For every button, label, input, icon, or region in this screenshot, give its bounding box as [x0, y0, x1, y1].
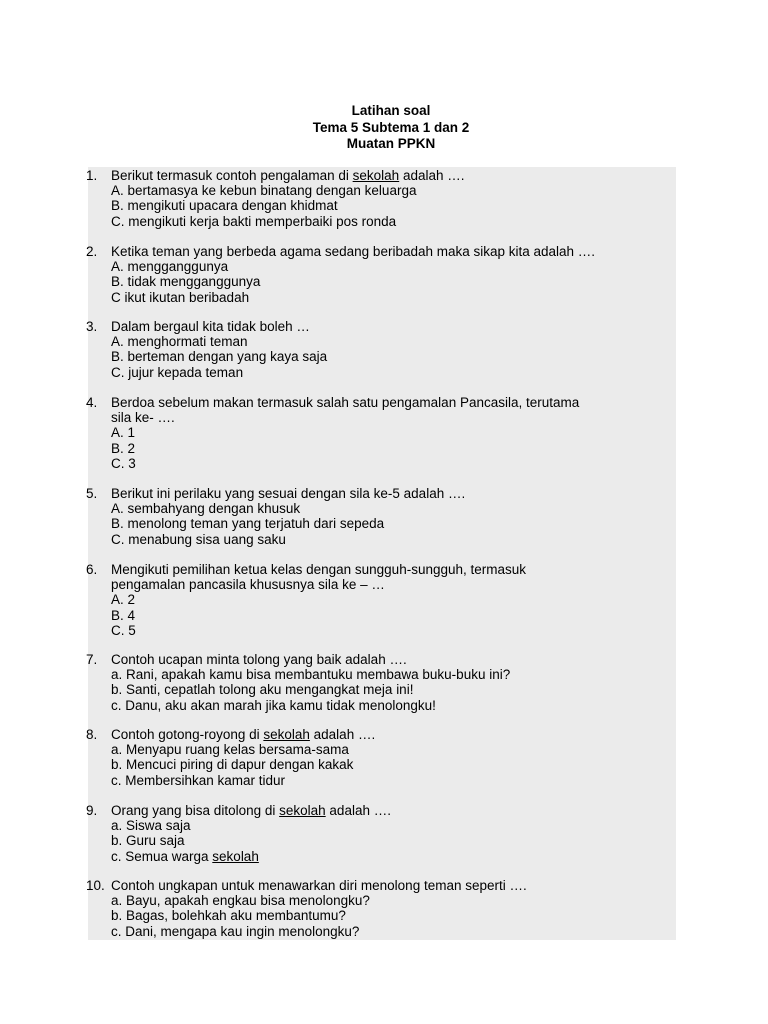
question-text: Contoh ucapan minta tolong yang baik adalah …. [111, 652, 407, 667]
question-1 [86, 168, 676, 229]
underlined-word: sekolah [263, 727, 310, 742]
option-b: B. mengikuti upacara dengan khidmat [111, 198, 338, 214]
question-8 [86, 727, 676, 788]
question-4 [86, 395, 676, 471]
question-number: 6. [86, 562, 98, 577]
question-text: Mengikuti pemilihan ketua kelas dengan sungguh-sungguh, termasuk [111, 562, 527, 577]
option-c: c. Dani, mengapa kau ingin menolongku? [111, 923, 360, 939]
option-c: C. 3 [111, 455, 136, 471]
option-a: A. 1 [111, 425, 136, 441]
question-text: Contoh gotong-royong di sekolah adalah …. [111, 727, 376, 742]
option-b: B. 4 [111, 607, 136, 623]
option-a: A. 2 [111, 592, 136, 608]
option-b: b. Bagas, bolehkah aku membantumu? [111, 908, 346, 924]
option-b: b. Mencuci piring di dapur dengan kakak [111, 757, 354, 773]
option-b: B. 2 [111, 440, 136, 456]
option-c: C. mengikuti kerja bakti memperbaiki pos ronda [111, 213, 397, 229]
option-b: b. Santi, cepatlah tolong aku mengangkat meja ini! [111, 682, 414, 698]
question-10 [86, 878, 676, 939]
question-text-continued: pengamalan pancasila khususnya sila ke – … [111, 577, 385, 593]
option-b: b. Guru saja [111, 833, 185, 849]
document-subtitle: Tema 5 Subtema 1 dan 2 [312, 119, 470, 135]
question-2 [86, 244, 676, 305]
question-number: 2. [86, 244, 98, 259]
option-b: B. berteman dengan yang kaya saja [111, 349, 328, 365]
underlined-word: sekolah [212, 848, 259, 864]
option-c: C ikut ikutan beribadah [111, 289, 250, 305]
question-6 [86, 562, 676, 638]
option-c: c. Semua warga sekolah [111, 848, 259, 864]
option-c: C. 5 [111, 622, 136, 638]
option-c: C. menabung sisa uang saku [111, 531, 286, 547]
question-text: Berdoa sebelum makan termasuk salah satu pengamalan Pancasila, terutama [111, 395, 580, 410]
question-text: Orang yang bisa ditolong di sekolah adalah …. [111, 803, 391, 818]
question-7 [86, 652, 676, 713]
question-number: 4. [86, 395, 98, 410]
option-a: A. mengganggunya [111, 259, 229, 275]
option-c: c. Membersihkan kamar tidur [111, 772, 286, 788]
question-text: Contoh ungkapan untuk menawarkan diri menolong teman seperti …. [111, 878, 527, 893]
option-b: B. menolong teman yang terjatuh dari sepeda [111, 516, 385, 532]
option-c: C. jujur kepada teman [111, 364, 244, 380]
option-a: a. Siswa saja [111, 818, 191, 834]
question-number: 10. [86, 878, 105, 893]
question-number: 8. [86, 727, 98, 742]
question-number: 1. [86, 168, 98, 183]
underlined-word: sekolah [279, 803, 326, 818]
question-number: 3. [86, 319, 98, 334]
question-number: 7. [86, 652, 98, 667]
question-text-continued: sila ke- …. [111, 410, 175, 426]
question-number: 9. [86, 803, 98, 818]
question-text: Berikut termasuk contoh pengalaman di sekolah adalah …. [111, 168, 465, 183]
option-a: a. Rani, apakah kamu bisa membantuku membawa buku-buku ini? [111, 667, 511, 683]
option-c: c. Danu, aku akan marah jika kamu tidak menolongku! [111, 697, 436, 713]
document-subject: Muatan PPKN [346, 136, 436, 151]
question-5 [86, 486, 676, 547]
question-text: Berikut ini perilaku yang sesuai dengan sila ke-5 adalah …. [111, 486, 466, 501]
question-text: Ketika teman yang berbeda agama sedang beribadah maka sikap kita adalah …. [111, 244, 596, 259]
document-title: Latihan soal [351, 103, 431, 118]
option-a: A. menghormati teman [111, 334, 248, 350]
question-3 [86, 319, 676, 380]
document-header [0, 103, 768, 153]
question-number: 5. [86, 486, 98, 501]
question-9 [86, 803, 676, 864]
option-a: a. Menyapu ruang kelas bersama-sama [111, 742, 349, 758]
option-b: B. tidak mengganggunya [111, 274, 261, 290]
question-text: Dalam bergaul kita tidak boleh … [111, 319, 310, 334]
option-a: a. Bayu, apakah engkau bisa menolongku? [111, 893, 370, 909]
option-a: A. bertamasya ke kebun binatang dengan keluarga [111, 183, 417, 199]
underlined-word: sekolah [352, 168, 400, 183]
option-a: A. sembahyang dengan khusuk [111, 501, 301, 517]
